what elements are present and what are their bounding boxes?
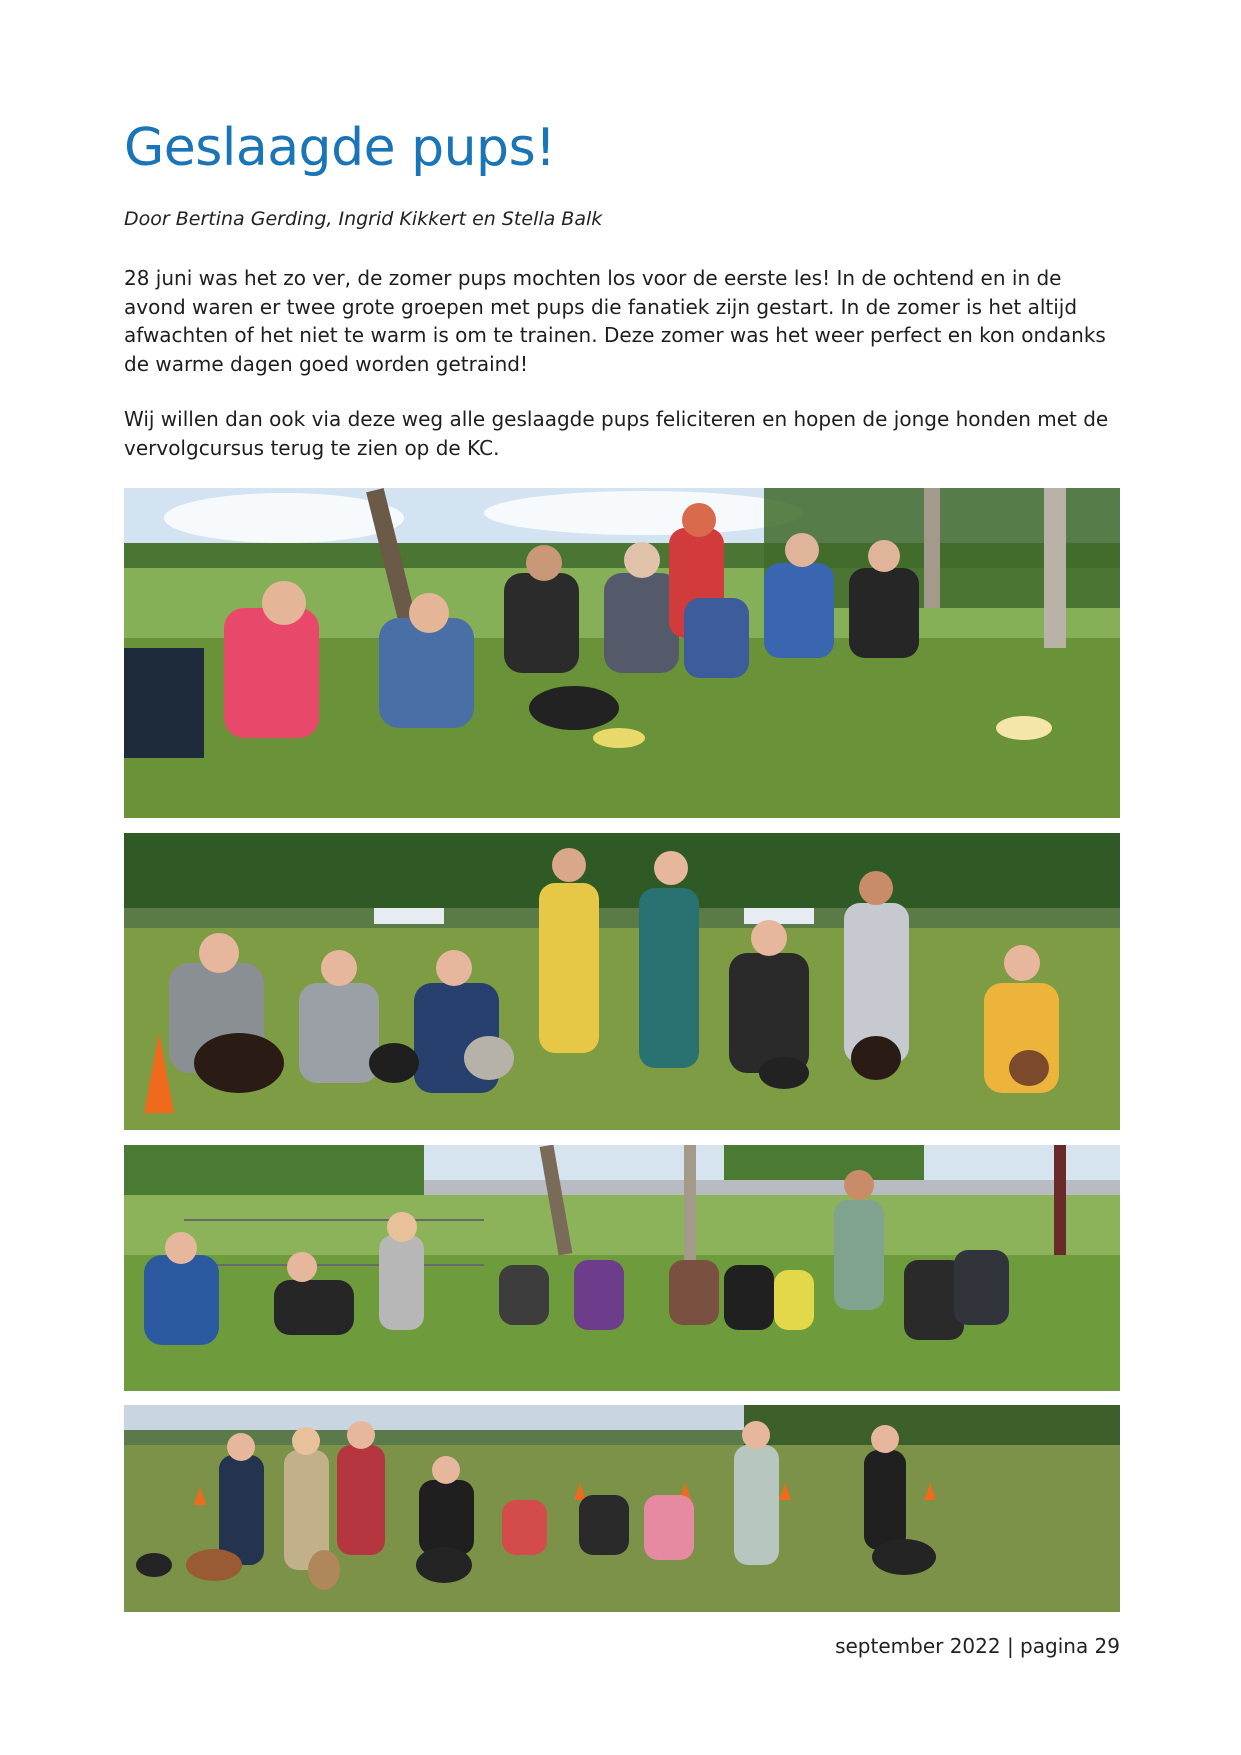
group-photo-icon: [124, 833, 1120, 1130]
article-byline: Door Bertina Gerding, Ingrid Kikkert en Stella Balk: [124, 208, 603, 230]
article-paragraph-2: Wij willen dan ook via deze weg alle geslaagde pups feliciteren en hopen de jonge honden met de vervolgcursus terug te zien op de KC.: [124, 407, 1109, 460]
group-photo-1: [124, 488, 1120, 818]
page-footer: september 2022 | pagina 29: [835, 1634, 1120, 1658]
group-photo-icon: [124, 1405, 1120, 1612]
group-photo-2: [124, 833, 1120, 1130]
article-title: Geslaagde pups!: [124, 118, 556, 178]
group-photo-icon: [124, 1145, 1120, 1391]
group-photo-4: [124, 1405, 1120, 1612]
group-photo-3: [124, 1145, 1120, 1391]
group-photo-icon: [124, 488, 1120, 818]
article-paragraph-1: 28 juni was het zo ver, de zomer pups mochten los voor de eerste les! In de ochtend en in de avond waren er twee grote groepen met pups die fanatiek zijn gestart. In de zomer is het altijd afwachten of het niet te warm is om te trainen. Deze zomer was het weer perfect en kon ondanks de warme dagen goed worden getraind!: [124, 266, 1106, 376]
